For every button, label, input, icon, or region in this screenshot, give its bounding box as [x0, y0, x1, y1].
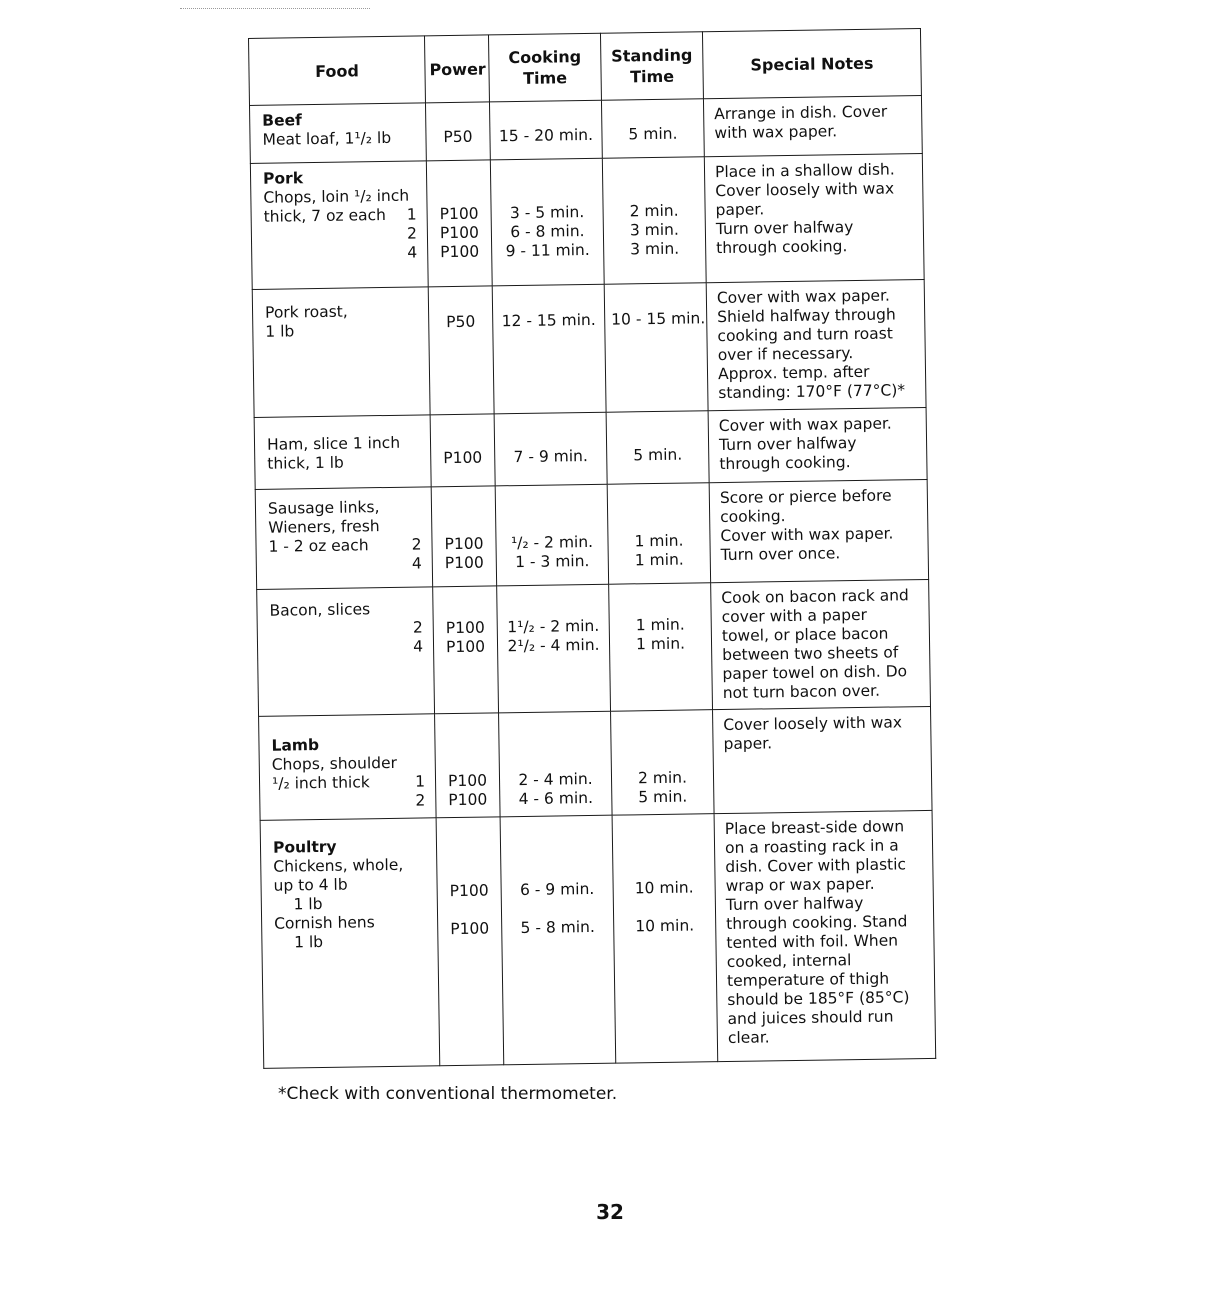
food-name: Pork roast, [264, 302, 348, 322]
special-notes-cell [706, 279, 926, 410]
table-row [260, 810, 936, 1068]
food-name: thick, 1 lb [267, 453, 344, 473]
cooking-time-value: 5 - 8 min. [520, 917, 595, 938]
standing-time-cell [607, 483, 710, 585]
standing-time-value: 3 min. [630, 239, 680, 259]
food-item [264, 224, 421, 245]
cooking-time-value: 4 - 6 min. [518, 788, 594, 809]
food-item [274, 893, 431, 914]
power-value [444, 900, 495, 920]
food-group-label: Lamb [271, 736, 320, 755]
cooking-time-value: 12 - 15 min. [501, 310, 596, 331]
cooking-time-value: 1¹/₂ - 2 min. [507, 616, 600, 637]
note-line: Approx. temp. after [717, 362, 870, 384]
standing-time-value: 1 min. [634, 531, 684, 551]
standing-time-cell [612, 814, 718, 1063]
note-line: paper towel on dish. Do [722, 662, 908, 684]
food-name: Chickens, whole, [273, 855, 404, 876]
food-item [274, 912, 431, 933]
food-cell [250, 103, 427, 164]
food-quantity [425, 753, 429, 772]
food-quantity [426, 855, 430, 874]
food-item [268, 516, 425, 537]
cooking-time-value [508, 899, 607, 919]
food-name: 1 lb [273, 894, 323, 914]
note-line: Cook on bacon rack and [721, 586, 909, 608]
food-item [274, 931, 431, 952]
food-name: Meat loaf, 1¹/₂ lb [262, 128, 392, 149]
note-line: with wax paper. [714, 122, 838, 143]
food-quantity [416, 186, 420, 205]
power-cell [433, 586, 499, 714]
food-item [270, 637, 427, 658]
special-notes-cell [711, 579, 931, 709]
table-row [257, 579, 931, 716]
standing-time-cell [604, 283, 708, 412]
food-name: 1 lb [274, 932, 324, 952]
power-value: P100 [444, 553, 484, 573]
note-line: Turn over once. [720, 544, 841, 565]
food-quantity: 4 [413, 637, 424, 656]
note-line: wrap or wax paper. [725, 874, 875, 896]
food-quantity [420, 433, 424, 452]
food-group-label: Beef [262, 111, 302, 130]
food-cell [254, 415, 431, 490]
page-number: 32 [596, 1200, 624, 1224]
special-notes-cell [704, 154, 924, 283]
cooking-time-value: 7 - 9 min. [513, 447, 588, 467]
note-line: Arrange in dish. Cover [714, 102, 888, 124]
standing-time-value: 10 min. [635, 916, 695, 936]
food-name: ¹/₂ inch thick [271, 773, 370, 793]
food-name: Chops, loin ¹/₂ inch [263, 186, 410, 207]
note-line: Cover with wax paper. [720, 524, 894, 546]
food-quantity: 2 [406, 224, 418, 243]
food-quantity: 2 [412, 618, 423, 637]
food-quantity [421, 497, 425, 516]
note-line: over if necessary. [717, 344, 854, 365]
cooking-time-cell [490, 158, 604, 286]
cooking-table [248, 28, 936, 1069]
food-quantity [422, 599, 426, 618]
power-cell [431, 486, 496, 587]
cooking-time-value: 2¹/₂ - 4 min. [507, 635, 600, 656]
food-name: 1 lb [265, 322, 295, 341]
food-item [272, 753, 429, 774]
note-line: cooking. [720, 507, 786, 527]
power-value: P100 [445, 637, 486, 657]
food-item [272, 772, 429, 793]
food-item [273, 855, 430, 876]
food-quantity [427, 931, 431, 950]
note-line: should be 185°F (85°C) [727, 988, 910, 1009]
food-name: Chops, shoulder [271, 753, 398, 774]
food-name: Bacon, slices [269, 600, 371, 620]
food-name: thick, 7 oz each [263, 205, 387, 226]
table-row [252, 279, 926, 417]
food-quantity: 1 [415, 772, 426, 791]
cooking-time-cell [494, 412, 607, 486]
power-cell [436, 817, 504, 1066]
food-item [265, 320, 422, 341]
food-item [267, 452, 424, 473]
food-quantity [421, 516, 425, 535]
food-group-label: Poultry [272, 837, 337, 857]
standing-time-value: 1 min. [634, 550, 684, 570]
standing-time-cell [601, 99, 704, 159]
power-value: P100 [445, 618, 485, 638]
footnote: *Check with conventional thermometer. [278, 1084, 618, 1104]
food-item [263, 186, 420, 207]
food-cell [250, 161, 428, 290]
note-line: not turn bacon over. [722, 681, 881, 703]
note-line: cooking and turn roast [717, 324, 893, 346]
standing-time-value: 10 min. [634, 878, 694, 898]
cooking-time-cell [495, 484, 608, 586]
food-quantity: 1 [406, 205, 417, 224]
food-quantity: 2 [415, 791, 426, 810]
cooking-time-value: 3 - 5 min. [509, 203, 585, 223]
food-quantity [418, 320, 422, 339]
standing-time-cell [606, 411, 709, 485]
food-item [269, 599, 426, 620]
cooking-time-value: 6 - 8 min. [510, 222, 585, 242]
cooking-time-cell [497, 584, 611, 713]
food-item [272, 791, 429, 812]
note-line: Score or pierce before [719, 486, 892, 508]
power-value: P100 [447, 771, 488, 791]
table-row [250, 96, 923, 164]
food-item [264, 243, 421, 264]
food-name: Sausage links, [267, 498, 380, 518]
food-cell [255, 487, 432, 590]
cooking-chart [248, 28, 935, 1069]
standing-time-value: 5 min. [633, 445, 683, 465]
header-row [249, 29, 922, 106]
header-power: Power [424, 35, 489, 103]
power-value: P100 [439, 223, 480, 243]
cooking-time-cell [500, 815, 616, 1065]
special-notes-cell [714, 810, 936, 1061]
standing-time-value: 3 min. [629, 220, 679, 240]
food-cell [257, 587, 435, 717]
note-line: Turn over halfway [718, 434, 857, 455]
power-value: P100 [444, 534, 484, 554]
note-line: clear. [727, 1028, 770, 1047]
note-line: Turn over halfway [715, 218, 854, 239]
special-notes-cell [708, 407, 927, 482]
food-name: Wieners, fresh [268, 517, 380, 537]
food-cell [259, 714, 437, 821]
food-item [262, 128, 419, 149]
food-item [264, 205, 421, 226]
food-quantity [427, 912, 431, 931]
standing-time-value: 5 min. [638, 787, 688, 807]
special-notes-cell [703, 96, 922, 157]
food-quantity: 4 [411, 554, 422, 573]
cooking-time-value: ¹/₂ - 2 min. [510, 532, 594, 553]
note-line: cooked, internal [726, 951, 852, 971]
standing-time-value: 10 - 15 min. [611, 309, 706, 329]
power-value: P100 [440, 242, 480, 262]
table-body [250, 96, 936, 1069]
food-item [270, 618, 427, 639]
note-line: and juices should run [727, 1007, 894, 1028]
food-item [268, 497, 425, 518]
food-item [265, 301, 422, 322]
standing-time-value: 1 min. [635, 634, 686, 654]
cooking-time-cell [492, 284, 606, 414]
header-special-notes: Special Notes [702, 29, 921, 99]
header-food: Food [249, 36, 426, 106]
food-quantity: 4 [407, 243, 418, 262]
special-notes-cell [713, 706, 933, 813]
note-line: standing: 170°F (77°C)* [718, 381, 906, 403]
cooking-time-cell [499, 711, 613, 817]
standing-time-cell [602, 157, 706, 284]
note-line: towel, or place bacon [721, 624, 889, 646]
food-name: 1 - 2 oz each [268, 536, 369, 556]
food-quantity [427, 893, 431, 912]
note-line: Place in a shallow dish. [714, 160, 895, 182]
food-item [267, 433, 424, 454]
food-name: up to 4 lb [273, 875, 348, 895]
note-line: through cooking. Stand [726, 912, 908, 934]
power-value: P100 [439, 204, 479, 224]
table-row [254, 407, 927, 489]
power-value: P100 [449, 881, 489, 901]
food-item [269, 554, 426, 575]
standing-time-value: 2 min. [637, 768, 688, 788]
note-line: between two sheets of [722, 643, 899, 665]
table-row [255, 479, 928, 589]
power-value: P50 [446, 312, 476, 332]
food-item [268, 535, 425, 556]
standing-time-value: 1 min. [635, 615, 685, 635]
header-cooking-time: Cooking Time [488, 33, 601, 102]
note-line: through cooking. [719, 453, 851, 474]
power-value: P100 [448, 790, 488, 810]
standing-time-cell [611, 710, 715, 816]
food-quantity [426, 874, 430, 893]
header-standing-time: Standing Time [600, 32, 703, 101]
food-cell [252, 287, 430, 418]
power-cell [426, 160, 492, 287]
cooking-time-value: 15 - 20 min. [498, 125, 594, 146]
power-value: P50 [443, 127, 473, 147]
food-quantity [418, 301, 422, 320]
note-line: Turn over halfway [725, 893, 864, 915]
note-line: through cooking. [716, 237, 848, 258]
scan-artifact [180, 8, 370, 11]
special-notes-cell [709, 479, 928, 582]
standing-time-value: 2 min. [629, 201, 679, 221]
table-row [259, 706, 932, 820]
cooking-time-cell [489, 100, 602, 160]
power-value: P100 [450, 919, 490, 939]
note-line: Cover with wax paper. [716, 286, 891, 308]
power-cell [425, 102, 490, 161]
cooking-time-value: 9 - 11 min. [505, 240, 590, 261]
cooking-time-value: 1 - 3 min. [515, 551, 590, 572]
note-line: temperature of thigh [726, 969, 890, 990]
note-line: Cover loosely with wax [723, 713, 903, 735]
food-name: Cornish hens [274, 913, 375, 933]
note-line: tented with foil. When [726, 931, 899, 953]
power-cell [430, 414, 495, 487]
food-name: Ham, slice 1 inch [266, 433, 401, 454]
standing-time-cell [609, 583, 713, 711]
note-line: cover with a paper [721, 605, 868, 627]
note-line: paper. [723, 734, 773, 754]
food-item [273, 874, 430, 895]
food-group-label: Pork [262, 169, 304, 188]
cooking-time-value: 2 - 4 min. [518, 769, 593, 790]
note-line: paper. [715, 200, 765, 220]
food-quantity [415, 128, 419, 147]
standing-time-value [620, 897, 709, 917]
note-line: dish. Cover with plastic [725, 855, 907, 877]
standing-time-value: 5 min. [628, 124, 678, 144]
note-line: Place breast-side down [724, 817, 905, 839]
note-line: Cover loosely with wax [715, 179, 895, 201]
power-cell [435, 713, 501, 818]
table-row [250, 154, 924, 290]
note-line: on a roasting rack in a [724, 836, 899, 858]
power-value: P100 [443, 448, 483, 468]
power-cell [428, 286, 494, 415]
food-cell [260, 818, 440, 1069]
note-line: Cover with wax paper. [718, 414, 892, 436]
food-quantity: 2 [411, 535, 422, 554]
cooking-time-value: 6 - 9 min. [519, 879, 595, 900]
food-quantity [420, 452, 424, 471]
note-line: Shield halfway through [717, 305, 896, 327]
